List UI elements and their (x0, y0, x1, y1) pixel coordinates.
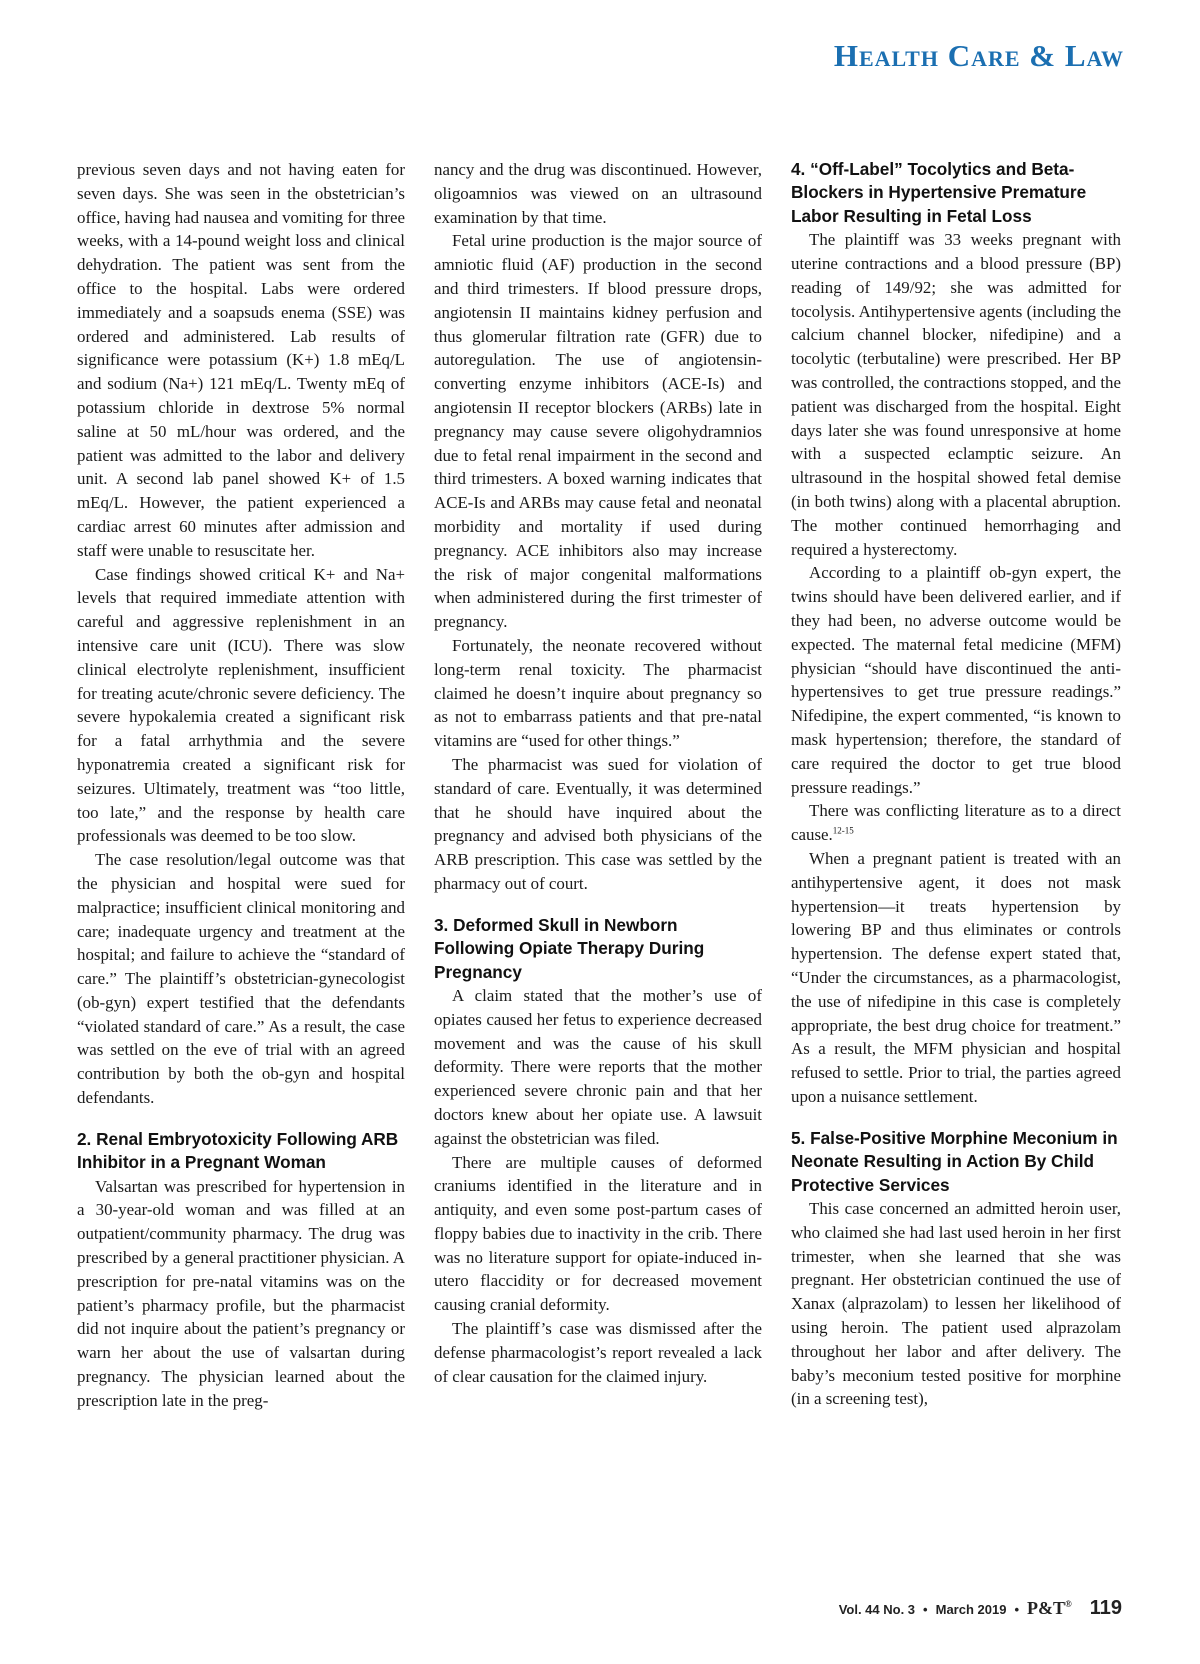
body-paragraph (77, 1175, 405, 1413)
paragraph-text: The plaintiff’s case was dismissed after the defense pharmacologist’s report revealed a lack of clear causation for the claimed injury. (434, 1319, 762, 1386)
paragraph-text: There are multiple causes of deformed craniums identified in the literature and in antiquity, and even some post-partum cases of floppy babies due to inactivity in the crib. There was no literature support for opiate-induced in-utero flaccidity or for decreased movement causing cranial deformity. (434, 1152, 762, 1315)
body-paragraph (434, 1151, 762, 1318)
body-paragraph (791, 561, 1121, 799)
body-paragraph (77, 848, 405, 1110)
body-paragraph (791, 799, 1121, 847)
body-paragraph (791, 847, 1121, 1109)
body-paragraph (434, 1317, 762, 1388)
column-1 (77, 158, 405, 1413)
heading-text: 3. Deformed Skull in Newborn Following Opiate Therapy During Pregnancy (434, 914, 705, 982)
paragraph-text: A claim stated that the mother’s use of opiates caused her fetus to experience decreased movement and was the cause of his skull deformity. There were reports that the mother experienced severe chronic pain and that her doctors knew about her opiate use. A lawsuit against the obstetrician was filed. (434, 985, 762, 1148)
paragraph-text: Fetal urine production is the major source of amniotic fluid (AF) production in the second and third trimesters. If blood pressure drops, angiotensin II maintains kidney perfusion and thus glomerular filtration rate (GFR) due to autoregulation. The use of angiotensin-converting enzyme inhibitors (ACE-Is) and angiotensin II receptor blockers (ARBs) late in pregnancy may cause severe oligohydramnios due to fetal renal impairment in the second and third trimesters. A boxed warning indicates that ACE-Is and ARBs may cause fetal and neonatal morbidity and mortality if used during pregnancy. ACE inhibitors also may increase the risk of major congenital malformations when administered during the first trimester of pregnancy. (434, 231, 762, 632)
section-heading (791, 1127, 1121, 1197)
footer-separator: • (1014, 1602, 1019, 1617)
body-paragraph (434, 753, 762, 896)
heading-text: 2. Renal Embryotoxicity Following ARB Inhibitor in a Pregnant Woman (77, 1128, 399, 1173)
body-paragraph (434, 158, 762, 229)
journal-brand (1027, 1598, 1072, 1619)
footer-separator: • (923, 1602, 928, 1617)
page-number: 119 (1089, 1597, 1122, 1619)
paragraph-text: The case resolution/legal outcome was that the physician and hospital were sued for malpractice; insufficient clinical monitoring and care; inadequate urgency and treatment at the hospital; and failure to achieve the “standard of care.” The plaintiff’s obstetrician-gynecologist (ob-gyn) expert testified that the defendants “violated standard of care.” As a result, the case was settled on the eve of trial with an agreed contribution by both the ob-gyn and hospital defendants. (77, 850, 405, 1108)
paragraph-text: There was conflicting literature as to a direct cause. (791, 801, 1121, 845)
heading-text: 5. False-Positive Morphine Meconium in Neonate Resulting in Action By Child Protective Services (791, 1127, 1118, 1195)
section-title: Health Care & Law (833, 38, 1124, 73)
paragraph-text: The pharmacist was sued for violation of standard of care. Eventually, it was determined that he should have inquired about the pregnancy and advised both physicians of the ARB prescription. This case was settled by the pharmacy out of court. (434, 754, 762, 893)
paragraph-text: previous seven days and not having eaten for seven days. She was seen in the obstetrician’s office, having had nausea and vomiting for three weeks, with a 14-pound weight loss and clinical dehydration. The patient was sent from the office to the hospital. Labs were ordered immediately and a soapsuds enema (SSE) was ordered and administered. Lab results of significance were potassium (K+) 1.8 mEq/L and sodium (Na+) 121 mEq/L. Twenty mEq of potassium chloride in dextrose 5% normal saline at 50 mL/hour was ordered, and the patient was admitted to the labor and delivery unit. A second lab panel showed K+ of 1.5 mEq/L. However, the patient experienced a cardiac arrest 60 minutes after admission and staff were unable to resuscitate her. (77, 160, 406, 560)
body-paragraph (434, 229, 762, 634)
body-paragraph (434, 984, 762, 1151)
paragraph-text: nancy and the drug was discontinued. However, oligoamnios was viewed on an ultrasound examination by that time. (434, 160, 762, 227)
section-heading (77, 1128, 405, 1175)
body-paragraph (434, 634, 762, 753)
heading-text: 4. “Off-Label” Tocolytics and Beta-Blockers in Hypertensive Premature Labor Resulting in Fetal Loss (791, 159, 1087, 226)
citation-reference: 12-15 (832, 825, 854, 836)
brand-name: P&T (1027, 1598, 1065, 1618)
paragraph-text: Valsartan was prescribed for hypertension in a 30-year-old woman and was filled at an outpatient/community pharmacy. The drug was prescribed by a general practitioner physician. A prescription for pre-natal vitamins was on the patient’s pharmacy profile, but the pharmacist did not inquire about the patient’s pregnancy or warn her about the use of valsartan during pregnancy. The physician learned about the prescription late in the preg- (77, 1176, 405, 1410)
paragraph-text: When a pregnant patient is treated with an antihypertensive agent, it does not mask hypertension—it treats hypertension by lowering BP and thus eliminates or controls hypertension. The defense expert stated that, “Under the circumstances, as a pharmacologist, the use of nifedipine in this case is completely appropriate, the best drug choice for treatment.” As a result, the MFM physician and hospital refused to settle. Prior to trial, the parties agreed upon a nuisance settlement. (791, 848, 1121, 1106)
paragraph-text: The plaintiff was 33 weeks pregnant with uterine contractions and a blood pressure (BP) reading of 149/92; she was admitted for tocolysis. Antihypertensive agents (including the calcium channel blocker, nifedipine) and a tocolytic (terbutaline) were prescribed. Her BP was controlled, the contractions stopped, and the patient was discharged from the hospital. Eight days later she was found unresponsive at home with a suspected eclamptic seizure. An ultrasound in the hospital showed fetal demise (in both twins) along with a placental abruption. The mother continued hemorrhaging and required a hysterectomy. (791, 230, 1121, 559)
body-paragraph (77, 158, 405, 563)
paragraph-text: According to a plaintiff ob-gyn expert, the twins should have been delivered earlier, and if they had been, no adverse outcome would be expected. The maternal fetal medicine (MFM) physician “should have discontinued the anti-hypertensives to get true pressure readings.” Nifedipine, the expert commented, “is known to mask hypertension; therefore, the standard of care required the doctor to get true blood pressure readings.” (791, 563, 1121, 797)
issue-date: March 2019 (935, 1602, 1007, 1617)
column-2 (434, 158, 762, 1388)
section-heading (791, 158, 1121, 228)
section-heading (434, 914, 762, 984)
page-footer (839, 1597, 1122, 1620)
body-paragraph (791, 1197, 1121, 1411)
paragraph-text: This case concerned an admitted heroin user, who claimed she had last used heroin in her first trimester, when she learned that she was pregnant. Her obstetrician continued the use of Xanax (alprazolam) to lessen her likelihood of using heroin. The patient used alprazolam throughout her labor and after delivery. The baby’s meconium tested positive for morphine (in a screening test), (791, 1198, 1121, 1409)
column-3 (791, 158, 1121, 1411)
issue-volume: Vol. 44 No. 3 (838, 1602, 916, 1617)
body-paragraph (791, 228, 1121, 561)
paragraph-text: Case findings showed critical K+ and Na+ levels that required immediate attention with careful and aggressive replenishment in an intensive care unit (ICU). There was slow clinical electrolyte replenishment, insufficient for treating acute/chronic severe deficiency. The severe hypokalemia created a significant risk for a fatal arrhythmia and the severe hyponatremia created a significant risk for seizures. Ultimately, treatment was “too little, too late,” and the response by health care professionals was deemed to be too slow. (77, 564, 405, 846)
paragraph-text: Fortunately, the neonate recovered without long-term renal toxicity. The pharmacist claimed he doesn’t inquire about pregnancy so as not to embarrass patients and that pre-natal vitamins are “used for other things.” (434, 635, 762, 751)
registered-mark: ® (1065, 1599, 1072, 1609)
body-paragraph (77, 563, 405, 849)
